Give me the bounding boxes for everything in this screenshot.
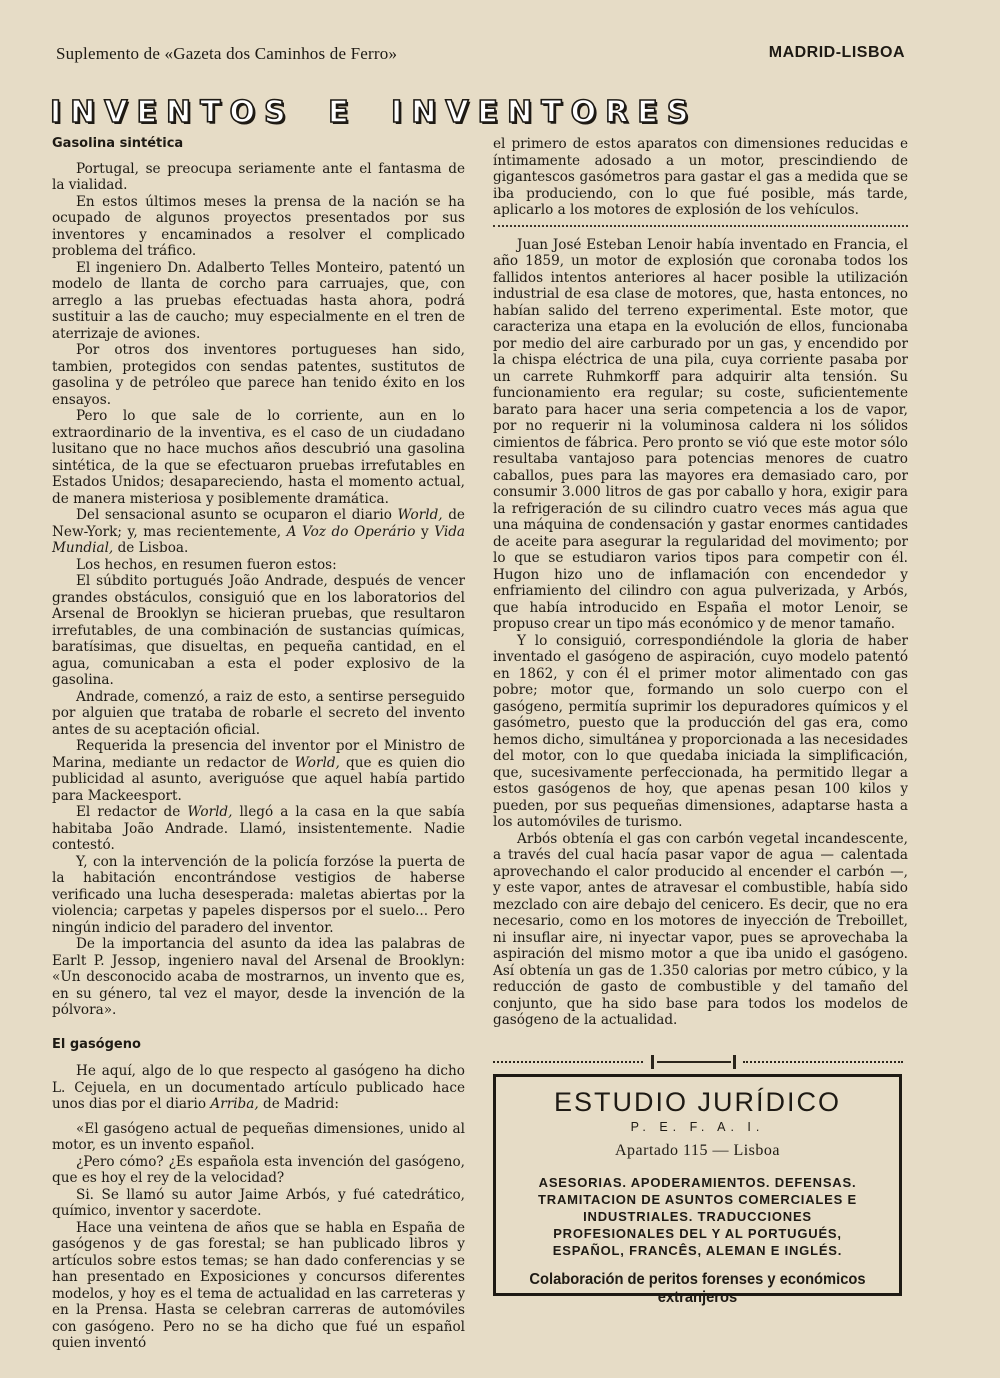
divider-line xyxy=(657,1061,731,1063)
paragraph: Y, con la intervención de la policía forzóse la puerta de la habitación encontrándose vestigios de haberse verificado una lucha desesperada: maletas abiertas por la violencia; carpetas y papeles dispersos por el suelo... Pero ningún indicio del paradero del inventor. xyxy=(52,853,465,936)
paragraph xyxy=(52,507,465,557)
paragraph: Por otros dos inventores portugueses han sido, tambien, protegidos con sendas patentes, sustitutos de gasolina y de petróleo que parece han tenido éxito en los ensayos. xyxy=(52,342,465,408)
paragraph: ¿Pero cómo? ¿Es española esta invención del gasógeno, que es hoy el rey de la velocidad? xyxy=(52,1153,465,1186)
paragraph: «El gasógeno actual de pequeñas dimensiones, unido al motor, es un invento español. xyxy=(52,1120,465,1153)
divider-tick xyxy=(651,1055,654,1069)
paragraph: Hace una veintena de años que se habla en España de gasógenos y de gas forestal; se han publicado libros y artículos sobre estos temas; se han dado conferencias y se han presentado en Exposiciones y concursos diferentes modelos, y hoy es el tema de actualidad en las carreteras y en la Prensa. Hasta se celebran carreras de automóviles con gasógeno. Pero no se ha dicho que fué un español quien inventó xyxy=(52,1219,465,1351)
right-column xyxy=(493,136,908,1029)
section-title-gasogeno: El gasógeno xyxy=(52,1036,141,1052)
paragraph: Y lo consiguió, correspondiéndole la gloria de haber inventado el gasógeno de aspiración, cuyo modelo patentó en 1862, y con él el primer motor alimentado con gas pobre; motor que, formando un solo cuerpo con el gasógeno, permitía suprimir los depuradores químicos y el gasómetro, puesto que la producción del gas era, como hemos dicho, simultánea y proporcionada a las necesidades del motor, con lo que quedaba iniciada la simplificación, que, sucesivamente perfeccionada, ha permitido llegar a estos gasógenos de hoy, que apenas pesan 100 kilos y pueden, por sus pequeñas dimensiones, adaptarse hasta a los automóviles de turismo. xyxy=(493,632,908,830)
article-banner-title: INVENTOS E INVENTORES xyxy=(50,95,698,130)
paragraph: Pero lo que sale de lo corriente, aun en lo extraordinario de la inventiva, es el caso de un ciudadano lusitano que no hace muchos años descubrió una gasolina sintética, de la que se efectuaron pruebas irrefutables en Estados Unidos; desapareciendo, hasta el momento actual, de manera misteriosa y posiblemente dramática. xyxy=(52,408,465,507)
ornamental-divider xyxy=(493,1055,908,1069)
paragraph: Los hechos, en resumen fueron estos: xyxy=(76,556,337,573)
paragraph xyxy=(52,804,465,854)
divider-dots-left xyxy=(493,1061,643,1063)
section-title-gasolina: Gasolina sintética xyxy=(52,136,184,151)
page-header-section: MADRID-LISBOA xyxy=(768,44,905,61)
paragraph: De la importancia del asunto da idea las palabras de Earlt P. Jessop, ingeniero naval del Arsenal de Brooklyn: «Un desconocido acaba de mostrarnos, un invento que es, en su género, tal vez el mayor, desde la invención de la pólvora». xyxy=(52,936,465,1018)
ad-title: ESTUDIO JURÍDICO xyxy=(553,1087,841,1117)
text-run: de New-York; y, mas recientemente, xyxy=(52,507,465,540)
publication-name: A Voz do Operário xyxy=(286,523,416,540)
paragraph: El súbdito portugués João Andrade, después de vencer grandes obstáculos, consiguió que en los laboratorios del Arsenal de Brooklyn se hicieran pruebas, que resultaron irrefutables, de una combinación de sustancias químicas, baratísimas, que disueltas, en pequeña cantidad, en el agua, comunicaban a esta el poder explosivo de la gasolina. xyxy=(52,573,465,688)
paragraph: Si. Se llamó su autor Jaime Arbós, y fué catedrático, químico, inventor y sacerdote. xyxy=(52,1186,465,1219)
ad-footer: Colaboración de peritos forenses y económicos extranjeros xyxy=(529,1271,866,1306)
publication-name: Vida Mundial, xyxy=(52,523,466,556)
publication-name: World, xyxy=(187,804,233,820)
ad-address: Apartado 115 — Lisboa xyxy=(615,1142,780,1159)
text-run: llegó a la casa en la que sabía habitaba João Andrade. Llamó, insistentemente. Nadie contestó. xyxy=(52,804,465,853)
paragraph xyxy=(52,738,465,804)
ad-subtitle: P. E. F. A. I. xyxy=(630,1120,765,1134)
dotted-divider xyxy=(493,225,908,227)
text-run: de Lisboa. xyxy=(113,540,189,556)
paragraph: Andrade, comenzó, a raiz de esto, a sentirse perseguido por alguien que trataba de robarle el secreto del invento antes de su aceptación oficial. xyxy=(52,688,465,738)
text-run: He aquí, algo de lo que respecto al gasógeno ha dicho L. Cejuela, en un documentado artículo publicado hace unos dias por el diario xyxy=(52,1063,465,1112)
paragraph: el primero de estos aparatos con dimensiones reducidas e íntimamente adosado a un motor, prescindiendo de gigantescos gasómetros para gastar el gas a medida que se iba produciendo, con lo que fué posible, más tarde, aplicarlo a los motores de explosión de los vehículos. xyxy=(493,136,908,218)
left-column xyxy=(52,136,465,1352)
text-run: que es quien dio publicidad al asunto, averiguóse que aquel había partido para Mackeesport. xyxy=(52,754,465,804)
ad-services: ASESORIAS. APODERAMIENTOS. DEFENSAS. TRAMITACION DE ASUNTOS COMERCIALES E INDUSTRIALES. TRADUCCIONES PROFESIONALES DEL Y AL PORTUGUÉS, ESPAÑOL, FRANCÊS, ALEMAN E INGLÉS. xyxy=(538,1175,857,1258)
divider-tick xyxy=(733,1055,736,1069)
publication-name: Arriba, xyxy=(210,1096,259,1112)
divider-dots-right xyxy=(743,1061,903,1063)
text-run: El redactor de xyxy=(76,804,188,820)
text-run: de Madrid: xyxy=(258,1096,339,1112)
text-run: y xyxy=(415,523,435,540)
paragraph: El ingeniero Dn. Adalberto Telles Monteiro, patentó un modelo de llanta de corcho para carruajes, que, con arreglo a las pruebas efectuadas hasta ahora, podrá sustituir a las de caucho; muy especialmente en el tren de aterrizaje de aviones. xyxy=(52,259,465,342)
paragraph: Arbós obtenía el gas con carbón vegetal incandescente, a través del cual hacía pasar vapor de agua — calentada aprovechando el calor producido al encender el carbón —, y este vapor, antes de atravesar el combustible, había sido mezclado con aire debajo del cenicero. Es decir, que no era necesario, como en los motores de inyección de Treboillet, ni insuflar aire, ni inyectar vapor, pues se aprovechaba la aspiración del mismo motor a que iba unido el gasógeno. Así obtenía un gas de 1.350 calorias por metro cúbico, y la reducción de gasto de combustible y del tamaño del conjunto, que ha sido base para todos los modelos de gasógeno de la actualidad. xyxy=(493,830,908,1028)
text-run: Del sensacional asunto se ocuparon el diario xyxy=(76,507,398,523)
spacer xyxy=(52,1113,465,1121)
publication-name: World, xyxy=(397,507,443,523)
paragraph: En estos últimos meses la prensa de la nación se ha ocupado de algunos proyectos presentados por sus inventores y encaminados a resolver el complicado problema del tráfico. xyxy=(52,193,465,259)
paragraph: Juan José Esteban Lenoir había inventado en Francia, el año 1859, un motor de explosión que coronaba todos los fallidos intentos anteriores al hacer posible la utilización industrial de esa clase de motores, que, hasta entonces, no habían salido del terreno experimental. Este motor, que caracteriza una etapa en la evolución de ellos, funcionaba por medio del aire carburado por un gas, y encendido por la chispa eléctrica de una pila, cuya corriente pasaba por un carrete Ruhmkorff para adquirir alta tensión. Su funcionamiento era regular; su coste, suficientemente barato para hacer una seria competencia a los de vapor, por no requerir ni la voluminosa caldera ni los sólidos cimientos de fábrica. Pero pronto se vió que este motor sólo resultaba vantajoso para potencias menores de cuatro caballos, pues para las mayores era demasiado caro, por consumir 3.000 litros de gas por caballo y hora, exigir para la refrigeración de su cilindro cuatro veces más agua que una máquina de condensación y gastar enormes cantidades de aceite para asegurar la regularidad del movimento; por lo que se estudiaron varios tipos para competir con él. Hugon hizo uno de inflamación con encendedor y enfriamiento del cilindro con agua pulverizada, y Arbós, que había introducido en España el motor Lenoir, se propuso crear un tipo más económico y de menor tamaño. xyxy=(493,236,908,632)
paragraph: Portugal, se preocupa seriamente ante el fantasma de la vialidad. xyxy=(52,160,465,193)
text-run: Requerida la presencia del inventor por el Ministro de Marina, mediante un redactor de xyxy=(52,738,465,771)
page-header-publication: Suplemento de «Gazeta dos Caminhos de Ferro» xyxy=(56,44,398,63)
paragraph xyxy=(52,1063,465,1113)
advertisement-box xyxy=(493,1074,902,1306)
publication-name: World, xyxy=(294,754,340,771)
